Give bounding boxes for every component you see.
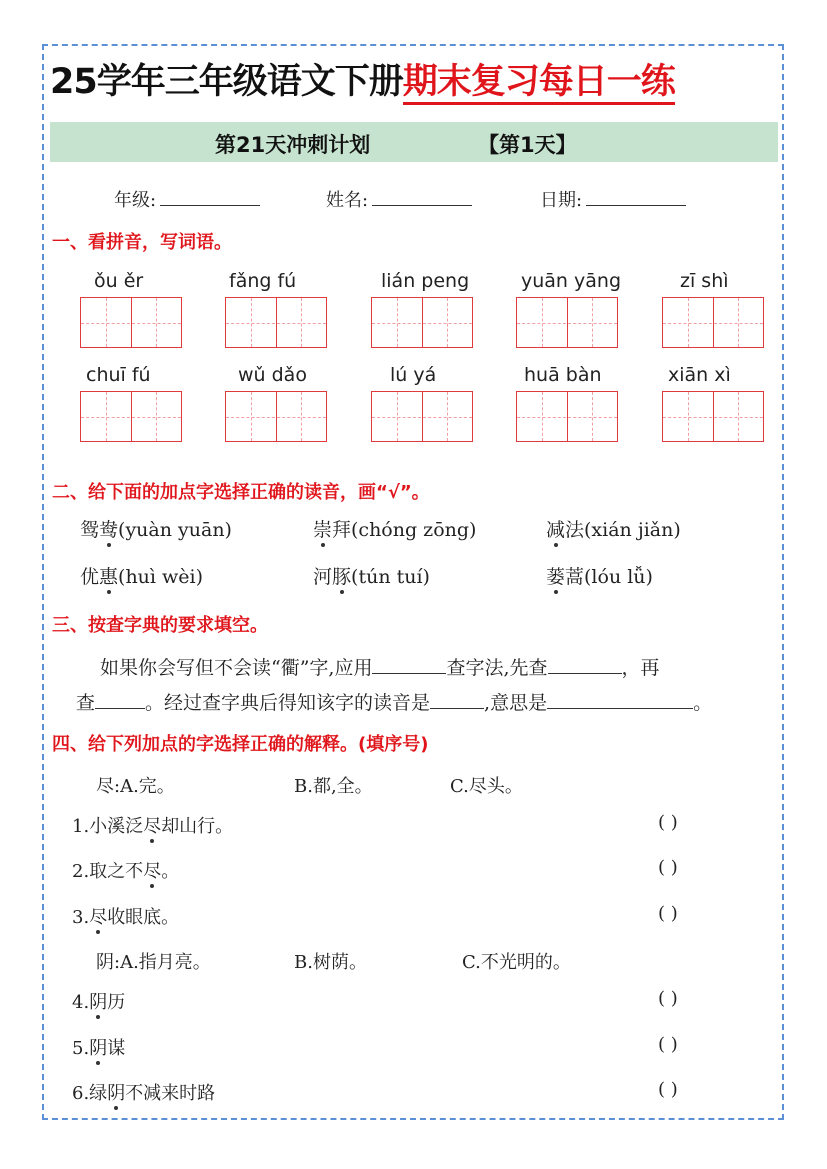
answer-parentheses[interactable]: ( )	[658, 857, 678, 878]
writing-grid[interactable]	[80, 391, 182, 442]
pinyin-label: fǎng fú	[229, 270, 297, 292]
writing-grid[interactable]	[516, 297, 618, 348]
option-c: C.尽头。	[450, 776, 523, 797]
reading-item[interactable]: 减法(xián jiǎn)	[546, 515, 681, 542]
answer-parentheses[interactable]: ( )	[658, 903, 678, 924]
answer-blank[interactable]	[372, 655, 446, 674]
pinyin-label: yuān yāng	[521, 270, 622, 292]
grade-field[interactable]: 年级:	[114, 186, 260, 212]
writing-grid[interactable]	[662, 391, 764, 442]
option-a: 阴:A.指月亮。	[96, 952, 211, 973]
section-4-title: 四、给下列加点的字选择正确的解释。(填序号)	[52, 734, 429, 755]
answer-parentheses[interactable]: ( )	[658, 1034, 678, 1055]
answer-blank[interactable]	[430, 690, 484, 709]
date-field[interactable]: 日期:	[540, 186, 686, 212]
answer-blank[interactable]	[548, 655, 622, 674]
plan-banner	[50, 122, 778, 162]
title-highlight: 期末复习每日一练	[403, 62, 675, 105]
pinyin-label: ǒu ěr	[94, 270, 144, 292]
question-item: 4.阴历	[72, 988, 125, 1014]
pinyin-label: lú yá	[390, 364, 437, 386]
writing-grid[interactable]	[662, 297, 764, 348]
section-2-title: 二、给下面的加点字选择正确的读音，画“√”。	[52, 482, 430, 503]
reading-item[interactable]: 崇拜(chóng zōng)	[313, 515, 476, 542]
question-item: 6.绿阴不减来时路	[72, 1079, 215, 1105]
answer-blank[interactable]	[95, 690, 145, 709]
writing-grid[interactable]	[80, 297, 182, 348]
dictionary-line-2: 查 。经过查字典后得知该字的读音是 ,意思是 。	[76, 692, 713, 714]
dictionary-line-1: 如果你会写但不会读“衢”字,应用 查字法,先查 ，再	[100, 657, 660, 679]
answer-blank[interactable]	[547, 690, 693, 709]
name-field[interactable]: 姓名:	[326, 186, 472, 212]
pinyin-label: lián peng	[381, 270, 470, 292]
answer-parentheses[interactable]: ( )	[658, 1079, 678, 1100]
question-item: 3.尽收眼底。	[72, 903, 179, 929]
answer-parentheses[interactable]: ( )	[658, 812, 678, 833]
pinyin-label: xiān xì	[668, 364, 731, 386]
pinyin-label: chuī fú	[86, 364, 151, 386]
writing-grid[interactable]	[516, 391, 618, 442]
writing-grid[interactable]	[225, 297, 327, 348]
option-b: B.树荫。	[294, 952, 367, 973]
reading-item[interactable]: 优惠(huì wèi)	[80, 562, 203, 589]
day-label: 【第1天】	[478, 133, 577, 157]
pinyin-label: wǔ dǎo	[238, 364, 307, 386]
option-b: B.都,全。	[294, 776, 373, 797]
writing-grid[interactable]	[371, 391, 473, 442]
page-title: 25学年三年级语文下册期末复习每日一练	[50, 54, 780, 110]
option-a: 尽:A.完。	[96, 776, 175, 797]
writing-grid[interactable]	[371, 297, 473, 348]
section-1-title: 一、看拼音，写词语。	[52, 232, 232, 253]
question-item: 5.阴谋	[72, 1034, 125, 1060]
section-3-title: 三、按查字典的要求填空。	[52, 615, 268, 636]
writing-grid[interactable]	[225, 391, 327, 442]
reading-item[interactable]: 鸳鸯(yuàn yuān)	[80, 515, 232, 542]
answer-parentheses[interactable]: ( )	[658, 988, 678, 1009]
option-c: C.不光明的。	[462, 952, 571, 973]
reading-item[interactable]: 河豚(tún tuí)	[313, 562, 430, 589]
plan-label: 第21天冲刺计划	[215, 133, 371, 157]
reading-item[interactable]: 蒌蒿(lóu lǚ)	[546, 562, 653, 589]
question-item: 1.小溪泛尽却山行。	[72, 812, 233, 838]
pinyin-label: zī shì	[680, 270, 729, 292]
pinyin-label: huā bàn	[524, 364, 602, 386]
question-item: 2.取之不尽。	[72, 857, 179, 883]
